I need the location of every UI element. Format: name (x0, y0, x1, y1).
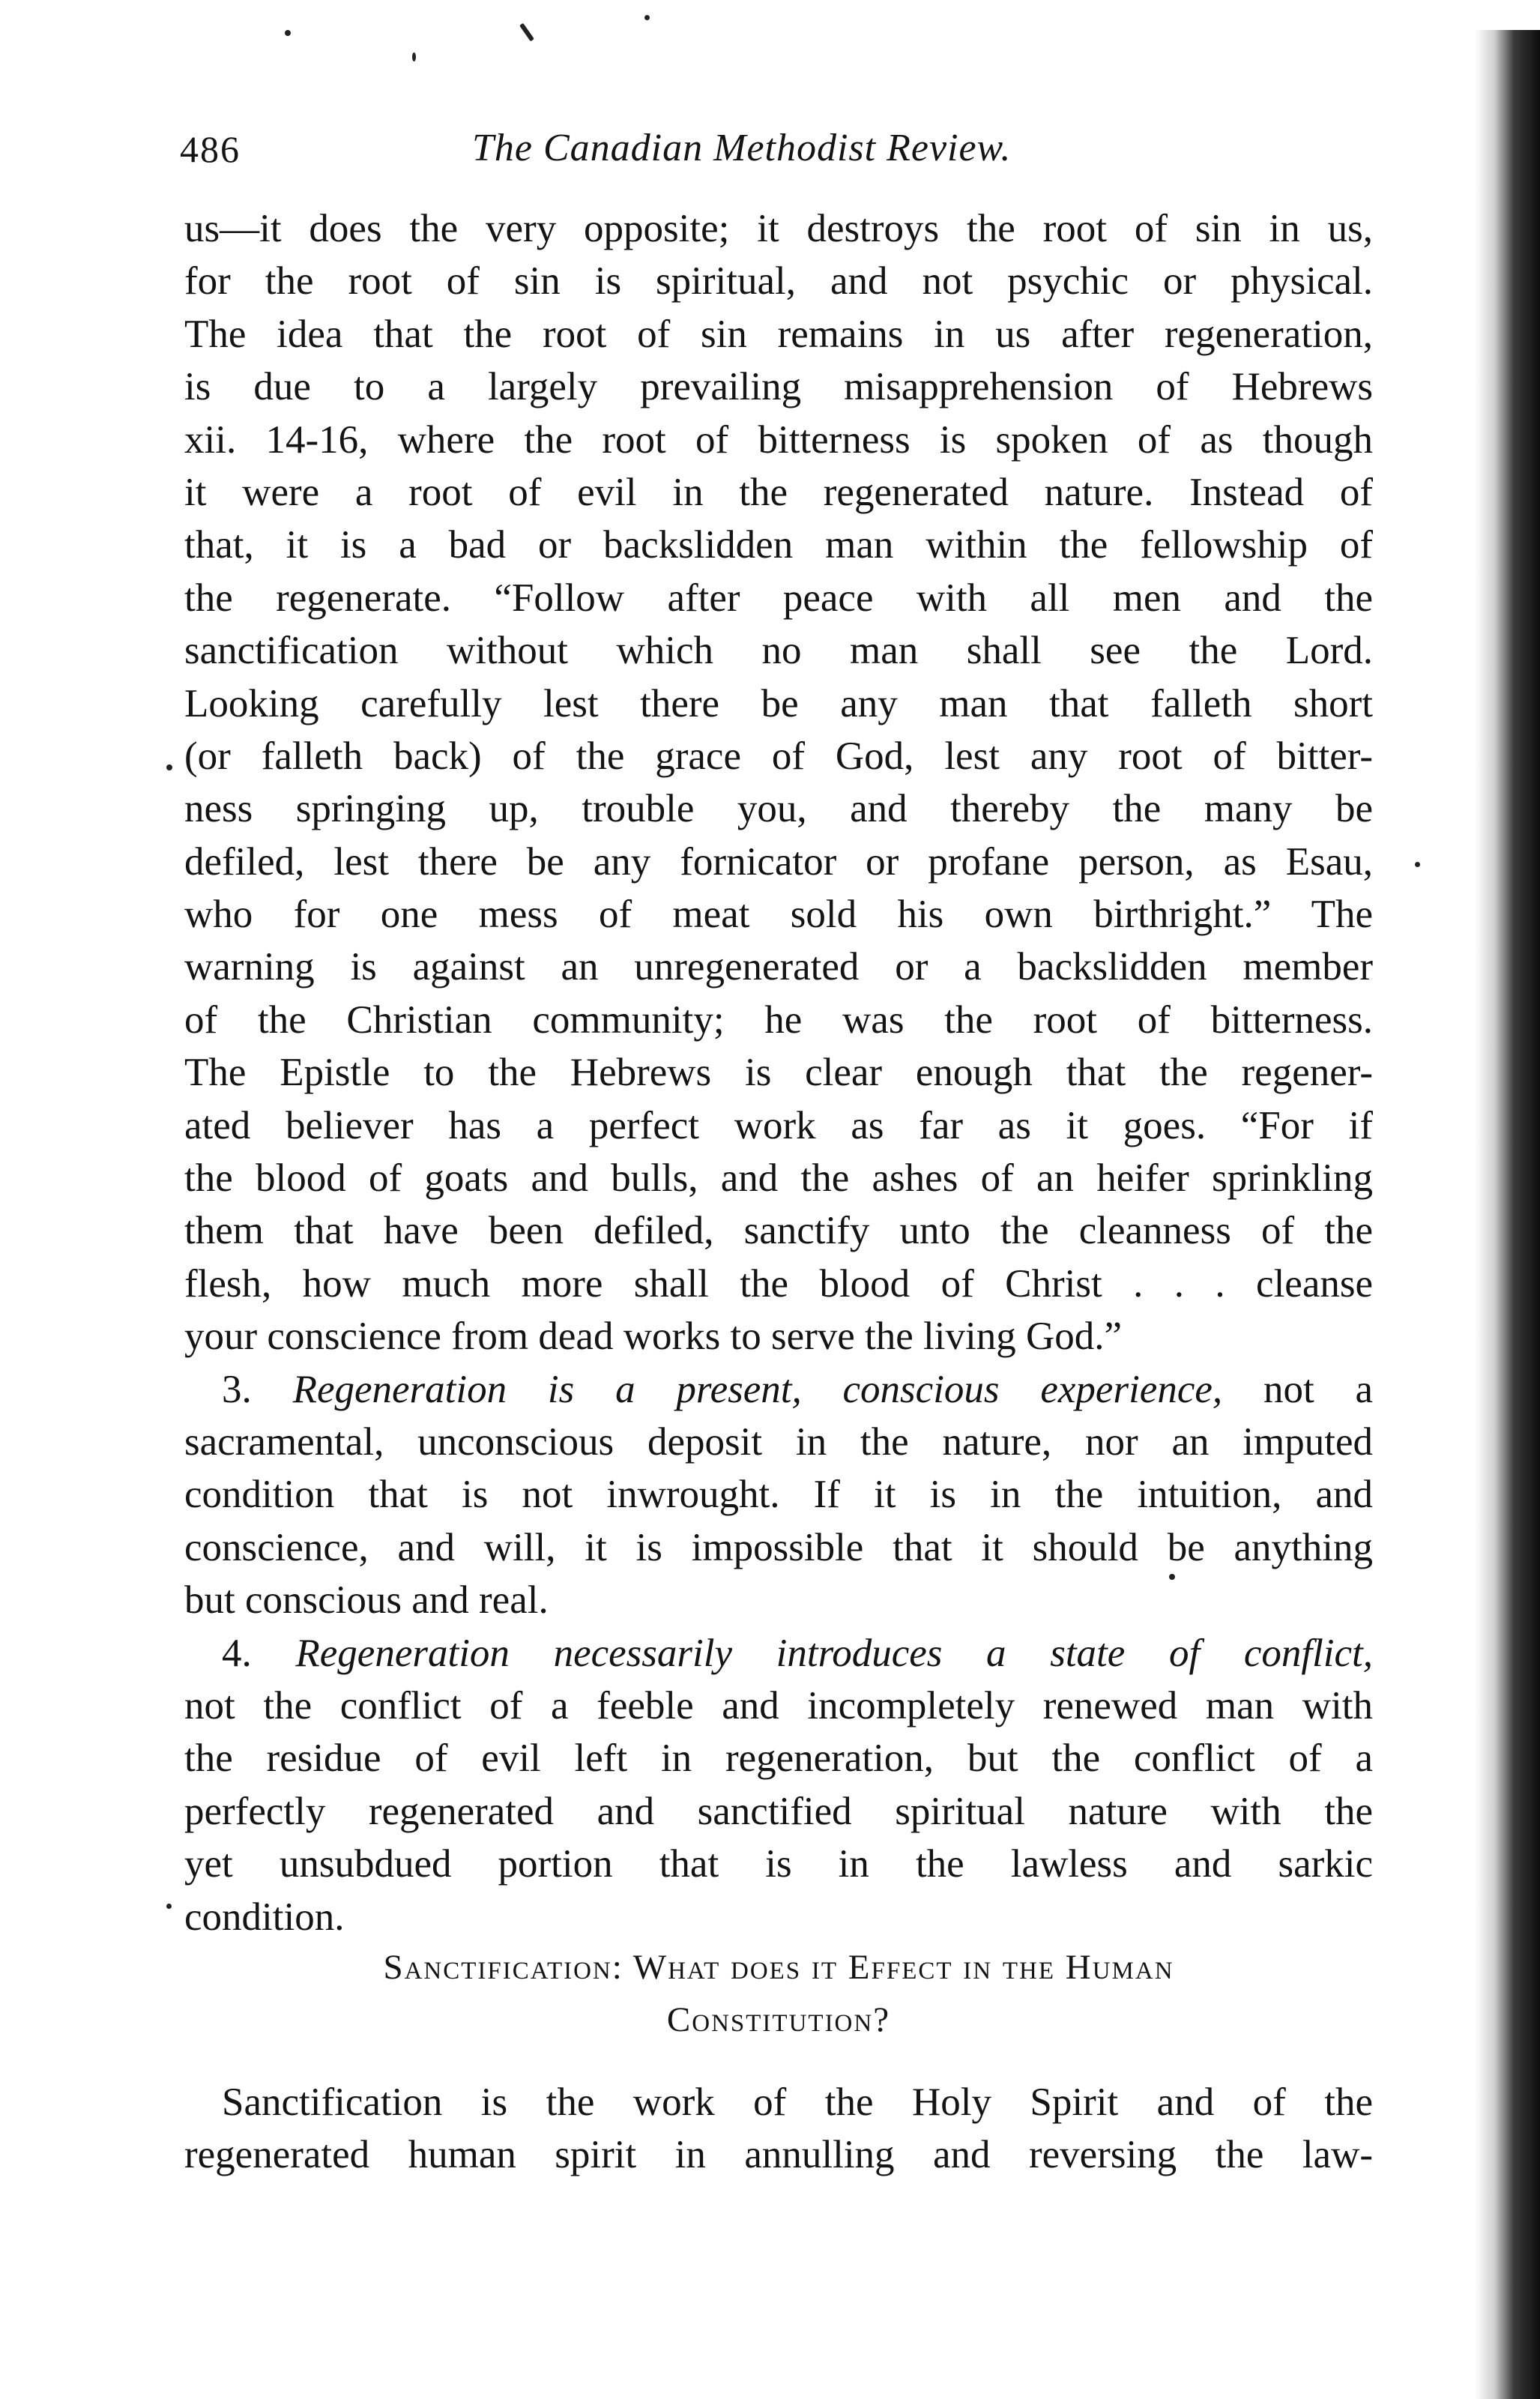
text-line: regenerated human spirit in annulling and reversing the law- (184, 2133, 1373, 2177)
text-line: condition. (184, 1895, 345, 1939)
point-number: 3. (222, 1367, 252, 1411)
paragraph-point-4 (184, 1627, 1373, 1943)
text-line: them that have been defiled, sanctify unto the cleanness of the (184, 1209, 1373, 1253)
text-line: who for one mess of meat sold his own birthright.” The (184, 893, 1373, 937)
text-line: is due to a largely prevailing misapprehension of Hebrews (184, 365, 1373, 409)
italic-proposition: Regeneration necessarily introduces a state of conflict, (295, 1631, 1374, 1675)
text-line (184, 1627, 1373, 1680)
scan-speck (412, 52, 416, 61)
italic-proposition: Regeneration is a present, conscious experience, (292, 1367, 1223, 1411)
text-line: warning is against an unregenerated or a backslidden member (184, 945, 1373, 989)
text-line: The idea that the root of sin remains in us after regeneration, (184, 312, 1373, 356)
section-heading-line: Constitution? (666, 2000, 891, 2039)
text-run: not a (1263, 1367, 1374, 1411)
scan-speck (166, 764, 172, 770)
section-heading (184, 1941, 1373, 2046)
text-line: that, it is a bad or backslidden man within the fellowship of (184, 523, 1373, 567)
text-line: defiled, lest there be any fornicator or profane person, as Esau, (184, 839, 1373, 884)
text-line: conscience, and will, it is impossible that it should be anything (184, 1525, 1373, 1569)
scan-speck (1169, 1574, 1175, 1580)
paragraph-root-of-bitterness (184, 202, 1373, 1363)
text-line: your conscience from dead works to serve the living God.” (184, 1315, 1123, 1359)
text-line: the blood of goats and bulls, and the ashes of an heifer sprinkling (184, 1156, 1373, 1201)
text-line: but conscious and real. (184, 1578, 549, 1623)
text-line: the regenerate. “Follow after peace with all men and the (184, 576, 1373, 620)
text-line: ness springing up, trouble you, and thereby the many be (184, 787, 1373, 831)
text-line: (or falleth back) of the grace of God, lest any root of bitter- (184, 734, 1373, 778)
text-line: perfectly regenerated and sanctified spiritual nature with the (184, 1789, 1373, 1833)
text-line: of the Christian community; he was the root of bitterness. (184, 998, 1373, 1042)
text-line: the residue of evil left in regeneration, but the conflict of a (184, 1736, 1373, 1781)
section-heading-line: Sanctification: What does it Effect in the Human (383, 1948, 1174, 1987)
page-number: 486 (180, 128, 241, 170)
page-header (180, 120, 1379, 180)
text-line: ated believer has a perfect work as far as it goes. “For if (184, 1103, 1373, 1147)
text-line (184, 1363, 1373, 1416)
running-title: The Canadian Methodist Review. (472, 127, 1012, 169)
scan-speck (519, 23, 534, 42)
text-line: not the conflict of a feeble and incompletely renewed man with (184, 1683, 1373, 1727)
body-text (184, 202, 1373, 1943)
paragraph-sanctification (184, 2076, 1373, 2182)
text-line: Looking carefully lest there be any man that falleth short (184, 681, 1373, 725)
text-line: Sanctification is the work of the Holy Spirit and of the (222, 2080, 1373, 2124)
text-line: condition that is not inwrought. If it is in the intuition, and (184, 1473, 1373, 1517)
text-line: for the root of sin is spiritual, and not psychic or physical. (184, 259, 1373, 304)
page-edge-shadow (1475, 30, 1540, 2399)
scan-speck (166, 1904, 172, 1909)
text-line: sanctification without which no man shall see the Lord. (184, 629, 1373, 673)
scan-speck (644, 15, 650, 20)
text-line: yet unsubdued portion that is in the lawless and sarkic (184, 1842, 1373, 1886)
text-line: it were a root of evil in the regenerated nature. Instead of (184, 470, 1373, 514)
paragraph-point-3 (184, 1363, 1373, 1627)
text-line: xii. 14-16, where the root of bitterness is spoken of as though (184, 417, 1373, 462)
scan-speck (285, 30, 291, 36)
text-line: The Epistle to the Hebrews is clear enough that the regener- (184, 1051, 1373, 1095)
text-line: us—it does the very opposite; it destroys the root of sin in us, (184, 207, 1373, 250)
point-number: 4. (222, 1631, 252, 1675)
text-line: flesh, how much more shall the blood of Christ . . . cleanse (184, 1261, 1373, 1306)
text-line: sacramental, unconscious deposit in the nature, nor an imputed (184, 1419, 1373, 1464)
scan-speck (1415, 862, 1420, 867)
